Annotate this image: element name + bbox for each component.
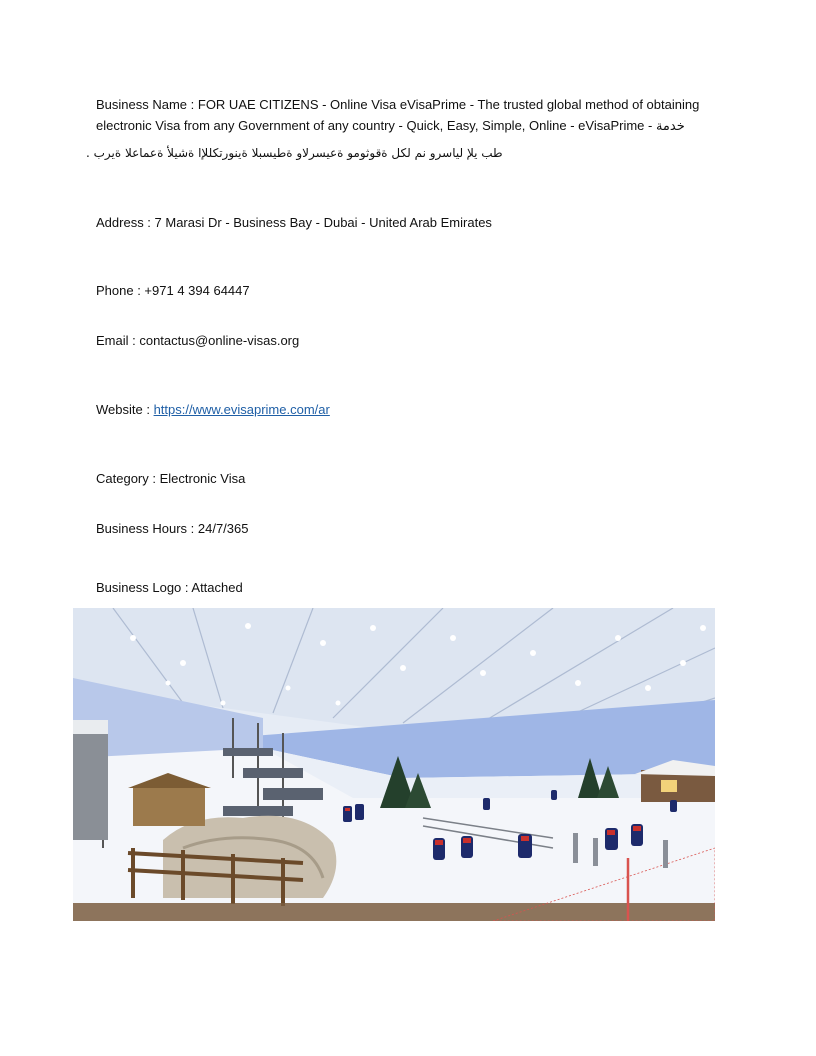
business-name-arabic-line: طب یلإ لیاسرو نم لكل ةقوثومو ةعیسرلاو ةطیسبلا ةینورتكللإا ةشیلأ ةعماعلا ةیرب . — [86, 146, 503, 160]
phone-text: Phone : +971 4 394 64447 — [96, 283, 250, 298]
business-logo-image — [73, 608, 715, 921]
email-text: Email : contactus@online-visas.org — [96, 333, 300, 348]
address-text: Address : 7 Marasi Dr - Business Bay - Dubai - United Arab Emirates — [96, 215, 492, 230]
website-line — [96, 400, 330, 420]
website-link[interactable]: https://www.evisaprime.com/ar — [153, 402, 330, 417]
website-label: Website : — [96, 402, 154, 417]
business-hours-text: Business Hours : 24/7/365 — [96, 521, 249, 536]
category-text: Category : Electronic Visa — [96, 471, 246, 486]
business-name-line-2: electronic Visa from any Government of any country - Quick, Easy, Simple, Online - eVisaPrime - خدمة — [96, 118, 685, 133]
business-name-line-1: Business Name : FOR UAE CITIZENS - Online Visa eVisaPrime - The trusted global method of obtaining — [96, 97, 700, 112]
business-logo-text: Business Logo : Attached — [96, 580, 243, 595]
